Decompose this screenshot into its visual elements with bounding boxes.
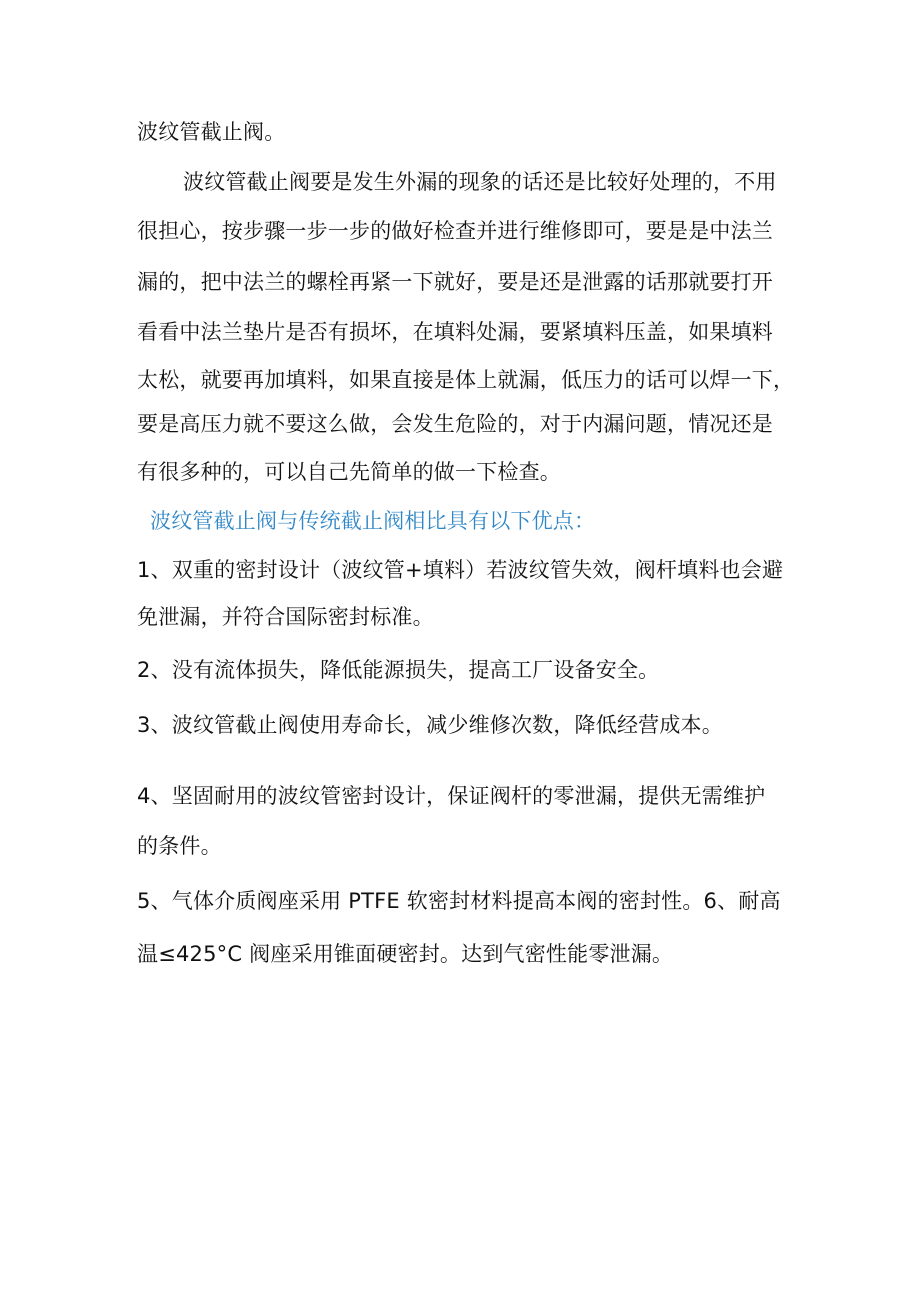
text-line: 有很多种的，可以自己先简单的做一下检查。 <box>137 460 561 484</box>
list-item-continuation: 的条件。 <box>137 834 222 858</box>
section-heading: 波纹管截止阀与传统截止阀相比具有以下优点： <box>150 509 596 533</box>
text-line: 太松，就要再加填料，如果直接是体上就漏，低压力的话可以焊一下， <box>137 368 795 392</box>
list-item: 5、气体介质阀座采用 PTFE 软密封材料提高本阀的密封性。6、耐高 <box>137 889 781 913</box>
text-line: 要是高压力就不要这么做，会发生危险的，对于内漏问题，情况还是 <box>137 412 773 436</box>
list-item: 3、波纹管截止阀使用寿命长，减少维修次数，降低经营成本。 <box>137 713 723 737</box>
list-item: 4、坚固耐用的波纹管密封设计，保证阀杆的零泄漏，提供无需维护 <box>137 784 766 808</box>
text-line: 很担心，按步骤一步一步的做好检查并进行维修即可，要是是中法兰 <box>137 219 773 243</box>
list-item-continuation: 免泄漏，并符合国际密封标准。 <box>137 605 434 629</box>
list-item-continuation: 温≤425°C 阀座采用锥面硬密封。达到气密性能零泄漏。 <box>137 942 674 966</box>
text-line: 漏的，把中法兰的螺栓再紧一下就好，要是还是泄露的话那就要打开 <box>137 270 773 294</box>
list-item: 1、双重的密封设计（波纹管+填料）若波纹管失效，阀杆填料也会避 <box>137 558 784 582</box>
text-line: 波纹管截止阀。 <box>137 120 286 144</box>
text-line: 看看中法兰垫片是否有损坏，在填料处漏，要紧填料压盖，如果填料 <box>137 320 773 344</box>
paragraph-first-line: 波纹管截止阀要是发生外漏的现象的话还是比较好处理的，不用 <box>183 170 777 194</box>
list-item: 2、没有流体损失，降低能源损失，提高工厂设备安全。 <box>137 658 660 682</box>
